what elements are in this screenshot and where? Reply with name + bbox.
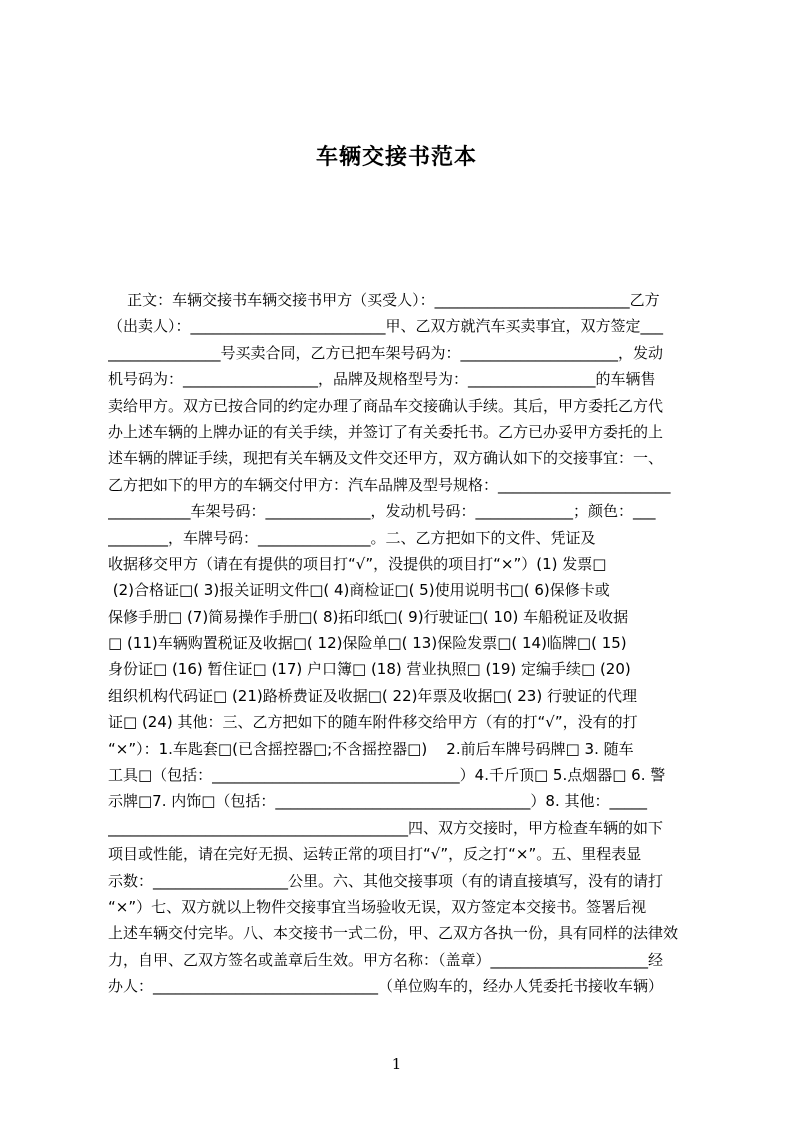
- body-line: 乙方把如下的甲方的车辆交付甲方：汽车品牌及型号规格：_______________________: [108, 475, 671, 494]
- body-line: 证□ (24) 其他：三、乙方把如下的随车附件移交给甲方（有的打“√”，没有的打: [108, 713, 638, 732]
- body-line: 工具□（包括：_________________________________）4.千斤顶□ 5.点烟器□ 6. 警: [108, 766, 666, 785]
- body-line: 正文：车辆交接书车辆交接书甲方（买受人）：__________________________乙方: [108, 291, 660, 309]
- body-line: 上述车辆交付完毕。八、本交接书一式二份，甲、乙双方各执一份，具有同样的法律效: [108, 924, 679, 943]
- body-line: “×”）：1.车匙套□(已含摇控器□;不含摇控器□) 2.前后车牌号码牌□ 3. 随车: [108, 739, 634, 758]
- body-line: 组织机构代码证□ (21)路桥费证及收据□( 22)年票及收据□( 23) 行驶证的代理: [108, 686, 637, 705]
- body-line: 卖给甲方。双方已按合同的约定办理了商品车交接确认手续。其后，甲方委托乙方代: [108, 396, 664, 415]
- document-body: [108, 287, 698, 1000]
- body-line: (2)合格证□( 3)报关证明文件□( 4)商检证□( 5)使用说明书□( 6)保修卡或: [108, 581, 610, 600]
- body-line: 力，自甲、乙双方签名或盖章后生效。甲方名称：（盖章）_____________________经: [108, 950, 664, 969]
- body-line: 保修手册□ (7)简易操作手册□( 8)拓印纸□( 9)行驶证□( 10) 车船税证及收据: [108, 607, 629, 626]
- body-line: “×”）七、双方就以上物件交接事宜当场验收无误，双方签定本交接书。签署后视: [108, 897, 647, 916]
- body-line: 述车辆的牌证手续，现把有关车辆及文件交还甲方，双方确认如下的交接事宜：一、: [108, 449, 664, 468]
- body-line: （出卖人）：__________________________甲、乙双方就汽车买卖事宜，双方签定___: [108, 317, 664, 336]
- page-title: 车辆交接书范本: [315, 145, 477, 170]
- body-line: ________，车牌号码：_______________。二、乙方把如下的文件、凭证及: [108, 528, 596, 547]
- body-line: ___________车架号码：______________，发动机号码：_____________；颜色：___: [108, 502, 656, 521]
- body-line: _______________号买卖合同，乙方已把车架号码为：_____________________，发动: [108, 343, 664, 362]
- body-line: 身份证□ (16) 暂住证□ (17) 户口簿□ (18) 营业执照□ (19) 定编手续□ (20): [108, 660, 631, 679]
- body-line: 项目或性能，请在完好无损、运转正常的项目打“√”，反之打“×”。五、里程表显: [108, 845, 642, 864]
- body-line: 收据移交甲方（请在有提供的项目打“√”，没提供的项目打“×”）(1) 发票□: [108, 554, 607, 573]
- body-line: 机号码为：__________________，品牌及规格型号为：_________________的车辆售: [108, 370, 656, 389]
- body-line: 示数：__________________公里。六、其他交接事项（有的请直接填写，没有的请打: [108, 871, 664, 890]
- page-number: 1: [391, 1055, 402, 1073]
- body-line: 办上述车辆的上牌办证的有关手续，并签订了有关委托书。乙方已办妥甲方委托的上: [108, 422, 664, 441]
- body-line: ________________________________________四、双方交接时，甲方检查车辆的如下: [108, 818, 664, 837]
- body-line: □ (11)车辆购置税证及收据□( 12)保险单□( 13)保险发票□( 14)临牌□( 15): [108, 634, 627, 653]
- body-line: 办人：______________________________（单位购车的，经办人凭委托书接收车辆）: [108, 977, 664, 996]
- body-line: 示牌□7. 内饰□（包括：__________________________________）8. 其他：_____: [108, 792, 648, 811]
